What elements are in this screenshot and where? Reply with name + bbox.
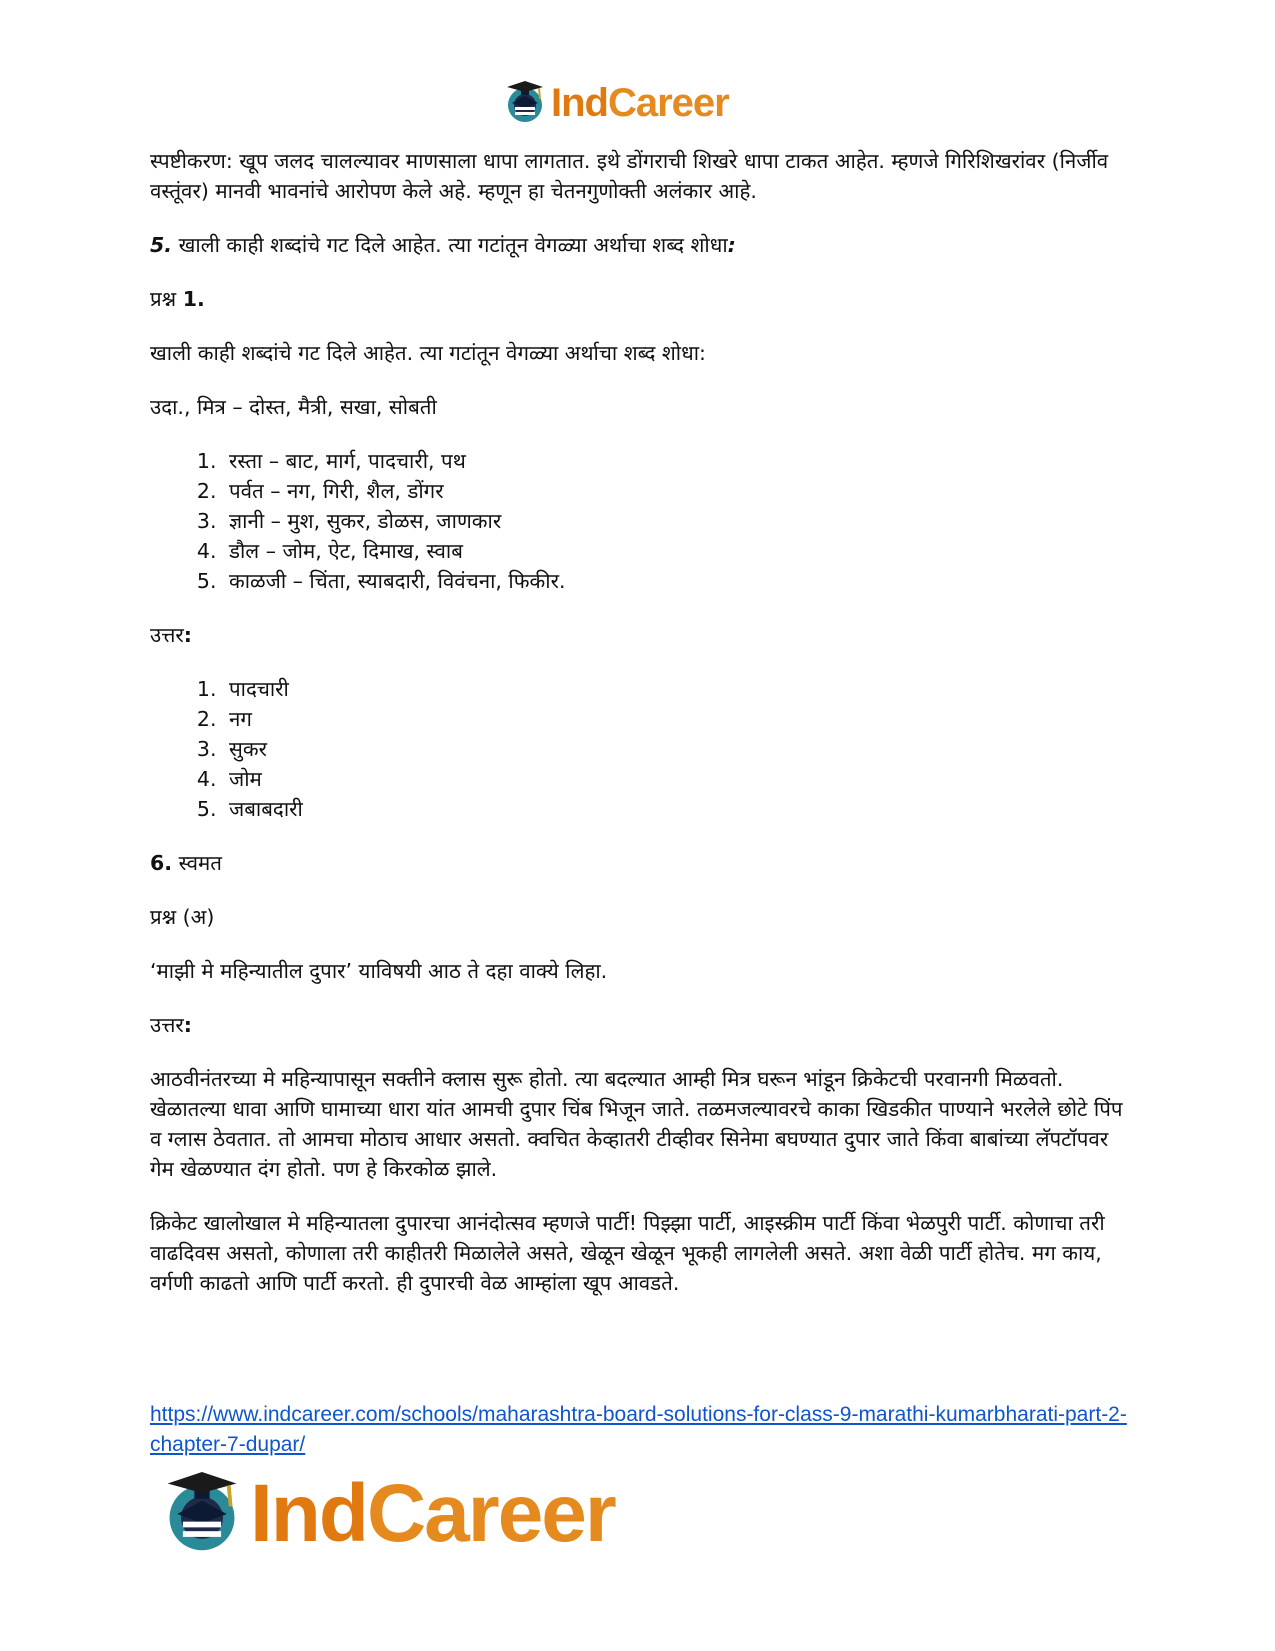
list-item: 3. सुकर [223, 734, 1130, 764]
section-5-heading: 5. खाली काही शब्दांचे गट दिले आहेत. त्या गटांतून वेगळ्या अर्थाचा शब्द शोधा: [150, 233, 736, 257]
question-label: प्रश्न 1. [150, 287, 205, 311]
graduation-cap-book-icon [503, 81, 547, 125]
word-groups-list [150, 446, 1130, 596]
logo-wordmark: IndCareer [551, 81, 729, 125]
list-item: 2. पर्वत – नग, गिरी, शैल, डोंगर [223, 476, 1130, 506]
answer-label: उत्तर: [150, 1013, 192, 1037]
list-item: 2. नग [223, 704, 1130, 734]
list-item: 3. ज्ञानी – मुश, सुकर, डोळस, जाणकार [223, 506, 1130, 536]
list-item: 1. पादचारी [223, 674, 1130, 704]
logo-header [503, 78, 729, 128]
logo-footer [160, 1468, 615, 1560]
graduation-cap-book-icon [160, 1472, 244, 1556]
list-item: 4. डौल – जोम, ऐट, दिमाख, स्वाब [223, 536, 1130, 566]
essay-prompt: ‘माझी मे महिन्यातील दुपार’ याविषयी आठ ते दहा वाक्ये लिहा. [150, 959, 608, 983]
answers-list [150, 674, 1130, 824]
section-6-heading: 6. स्वमत [150, 851, 222, 875]
list-item: 1. रस्ता – बाट, मार्ग, पादचारी, पथ [223, 446, 1130, 476]
question-instruction: खाली काही शब्दांचे गट दिले आहेत. त्या गटांतून वेगळ्या अर्थाचा शब्द शोधा: [150, 341, 706, 365]
page-content [150, 146, 1130, 1322]
explanation-paragraph: स्पष्टीकरण: खूप जलद चालल्यावर माणसाला धापा लागतात. इथे डोंगराची शिखरे धापा टाकत आहेत. म्हणजे गिरिशिखरांवर (निर्जीव वस्तूंवर) मानवी भावनांचे आरोपण केले अहे. म्हणून हा चेतनगुणोक्ती अलंकार आहे. [150, 149, 1109, 203]
logo-wordmark: IndCareer [250, 1468, 615, 1559]
answer-paragraph: आठवीनंतरच्या मे महिन्यापासून सक्तीने क्लास सुरू होतो. त्या बदल्यात आम्ही मित्र घरून भांडून क्रिकेटची परवानगी मिळवतो. खेळातल्या धावा आणि घामाच्या धारा यांत आमची दुपार चिंब भिजून जाते. तळमजल्यावरचे काका खिडकीत पाण्याने भरलेले छोटे पिंप व ग्लास ठेवतात. तो आमचा मोठाच आधार असतो. क्वचित केव्हातरी टीव्हीवर सिनेमा बघण्यात दुपार जाते किंवा बाबांच्या लॅपटॉपवर गेम खेळण्यात दंग होतो. पण हे किरकोळ झाले. [150, 1067, 1123, 1181]
list-item: 5. जबाबदारी [223, 794, 1130, 824]
example-line: उदा., मित्र – दोस्त, मैत्री, सखा, सोबती [150, 395, 437, 419]
list-item: 5. काळजी – चिंता, स्याबदारी, विवंचना, फिकीर. [223, 566, 1130, 596]
answer-label: उत्तर: [150, 623, 192, 647]
answer-paragraph: क्रिकेट खालोखाल मे महिन्यातला दुपारचा आनंदोत्सव म्हणजे पार्टी! पिझ्झा पार्टी, आइस्क्रीम पार्टी किंवा भेळपुरी पार्टी. कोणाचा तरी वाढदिवस असतो, कोणाला तरी काहीतरी मिळालेले असते, खेळून खेळून भूकही लागलेली असते. अशा वेळी पार्टी होतेच. मग काय, वर्गणी काढतो आणि पार्टी करतो. ही दुपारची वेळ आम्हांला खूप आवडते. [150, 1211, 1105, 1295]
question-label: प्रश्न (अ) [150, 905, 215, 929]
source-link[interactable]: https://www.indcareer.com/schools/maharashtra-board-solutions-for-class-9-marathi-kumarbharati-part-2-chapter-7-dupar/ [150, 1403, 1127, 1456]
list-item: 4. जोम [223, 764, 1130, 794]
